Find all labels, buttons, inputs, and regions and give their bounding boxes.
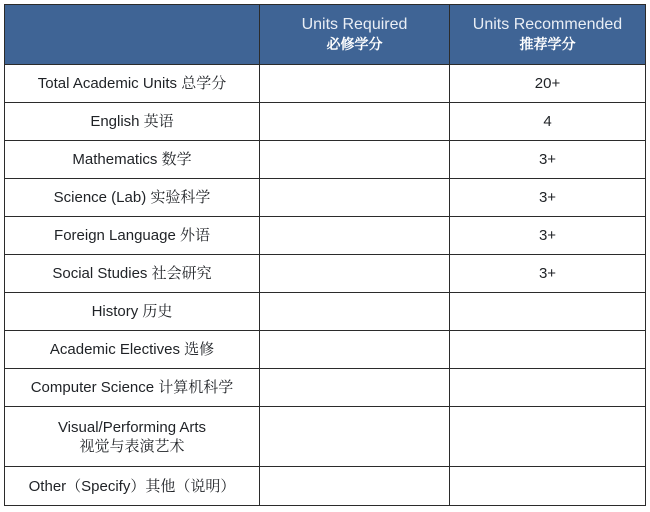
header-corner-cell [5,5,260,65]
table-row [5,293,646,331]
table-row [5,65,646,103]
required-cell [260,369,450,407]
units-table [4,4,646,506]
recommended-cell: 3+ [450,141,646,179]
required-cell [260,331,450,369]
table-row [5,217,646,255]
required-cell [260,65,450,103]
recommended-cell [450,331,646,369]
recommended-cell: 4 [450,103,646,141]
subject-cell: English 英语 [5,103,260,141]
recommended-cell: 3+ [450,179,646,217]
recommended-cell: 3+ [450,217,646,255]
subject-cell: Other（Specify）其他（说明） [5,467,260,506]
header-units-recommended [450,5,646,65]
subject-cell: Foreign Language 外语 [5,217,260,255]
recommended-cell [450,293,646,331]
recommended-cell: 20+ [450,65,646,103]
required-cell [260,293,450,331]
required-cell [260,467,450,506]
table-row [5,103,646,141]
table-body [5,65,646,506]
subject-cell: Science (Lab) 实验科学 [5,179,260,217]
header-units-required-en: Units Required [301,16,408,33]
table-row [5,369,646,407]
table-row [5,141,646,179]
subject-cell: Computer Science 计算机科学 [5,369,260,407]
header-units-required [260,5,450,65]
required-cell [260,179,450,217]
required-cell [260,141,450,179]
recommended-cell [450,467,646,506]
table-row [5,255,646,293]
required-cell [260,103,450,141]
header-units-recommended-en: Units Recommended [472,16,623,33]
table-row [5,467,646,506]
subject-line-en: Visual/Performing Arts [57,418,207,436]
subject-cell: Social Studies 社会研究 [5,255,260,293]
subject-line-cn: 视觉与表演艺术 [79,437,185,455]
subject-cell: History 历史 [5,293,260,331]
header-units-required-cn: 必修学分 [326,36,383,52]
recommended-cell [450,407,646,467]
subject-cell: Total Academic Units 总学分 [5,65,260,103]
subject-cell: Academic Electives 选修 [5,331,260,369]
required-cell [260,217,450,255]
required-cell [260,407,450,467]
units-table-container [4,4,645,506]
table-header [5,5,646,65]
header-units-recommended-cn: 推荐学分 [519,36,576,52]
subject-cell: Mathematics 数学 [5,141,260,179]
header-row [5,5,646,65]
table-row [5,331,646,369]
table-row [5,407,646,467]
subject-cell [5,407,260,467]
required-cell [260,255,450,293]
table-row [5,179,646,217]
recommended-cell [450,369,646,407]
recommended-cell: 3+ [450,255,646,293]
